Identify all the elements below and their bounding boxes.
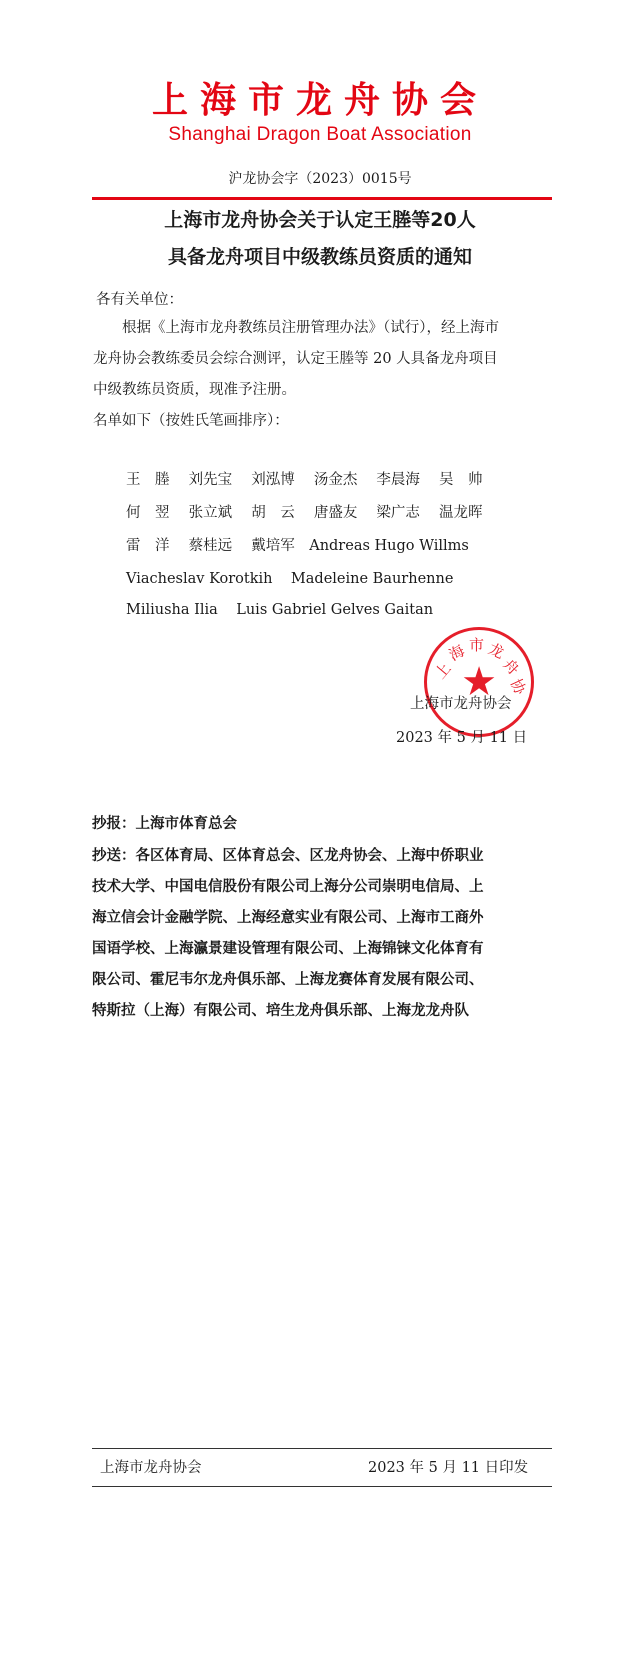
paragraph-full-text: 根据《上海市龙舟教练员注册管理办法》（试行），经上海市龙舟协会教练委员会综合测评，认定王塍等20人具备龙舟项目中级教练员资质，现准予注册。: [0, 1540, 68, 1541]
signature-date: 2023 年 5 月 11 日: [396, 730, 528, 746]
seal-text: 上海市龙舟协会: [0, 1545, 7, 1546]
names-row-3: 雷 洋 蔡桂远 戴培军 Andreas Hugo Willms: [126, 538, 469, 554]
header-divider: [92, 197, 552, 200]
names-row-1: 王 塍 刘先宝 刘泓博 汤金杰 李晨海 吴 帅: [126, 472, 483, 488]
names-row-5: Miliusha Ilia Luis Gabriel Gelves Gaitan: [126, 602, 434, 618]
copy-to-line-4: 国语学校、上海瀛景建设管理有限公司、上海锦铼文化体育有: [92, 941, 484, 957]
signature-org: 上海市龙舟协会: [410, 696, 512, 712]
title-line-2: 具备龙舟项目中级教练员资质的通知: [167, 246, 472, 268]
list-intro: 名单如下（按姓氏笔画排序）：: [93, 413, 289, 429]
footer-printed-date: 2023 年 5 月 11 日印发: [368, 1460, 529, 1476]
official-seal-icon: 上 海 市 龙 舟 协 ★: [424, 627, 534, 737]
copy-to-line-6: 特斯拉（上海）有限公司、培生龙舟俱乐部、上海龙龙舟队: [92, 1003, 469, 1019]
names-row-4: Viacheslav Korotkih Madeleine Baurhenne: [126, 571, 454, 587]
copy-to-line-2: 技术大学、中国电信股份有限公司上海分公司崇明电信局、上: [92, 879, 484, 895]
paragraph-line-2: 龙舟协会教练委员会综合测评，认定王塍等 20 人具备龙舟项目: [93, 351, 498, 367]
footer-top-rule: [92, 1448, 552, 1449]
paragraph-line-1: 根据《上海市龙舟教练员注册管理办法》（试行），经上海市: [122, 320, 499, 336]
salutation: 各有关单位：: [96, 292, 183, 308]
copy-to-line-5: 限公司、霍尼韦尔龙舟俱乐部、上海龙赛体育发展有限公司、: [92, 972, 484, 988]
org-name-en: Shanghai Dragon Boat Association: [168, 124, 472, 145]
seal-star-icon: ★: [461, 659, 497, 705]
footer-bottom-rule: [92, 1486, 552, 1487]
title-line-1: 上海市龙舟协会关于认定王塍等20人: [164, 209, 476, 231]
paragraph-line-3: 中级教练员资质，现准予注册。: [93, 382, 296, 398]
document-number: 沪龙协会字（2023）0015号: [228, 171, 412, 187]
org-name-cn: 上海市龙舟协会: [151, 80, 488, 121]
report-to: 抄报：上海市体育总会: [92, 816, 237, 832]
footer-org: 上海市龙舟协会: [100, 1460, 202, 1476]
names-row-2: 何 翌 张立斌 胡 云 唐盛友 梁广志 温龙晖: [126, 505, 483, 521]
copy-to-line-3: 海立信会计金融学院、上海经意实业有限公司、上海市工商外: [92, 910, 484, 926]
copy-to-line-1: 抄送：各区体育局、区体育总会、区龙舟协会、上海中侨职业: [92, 848, 484, 864]
